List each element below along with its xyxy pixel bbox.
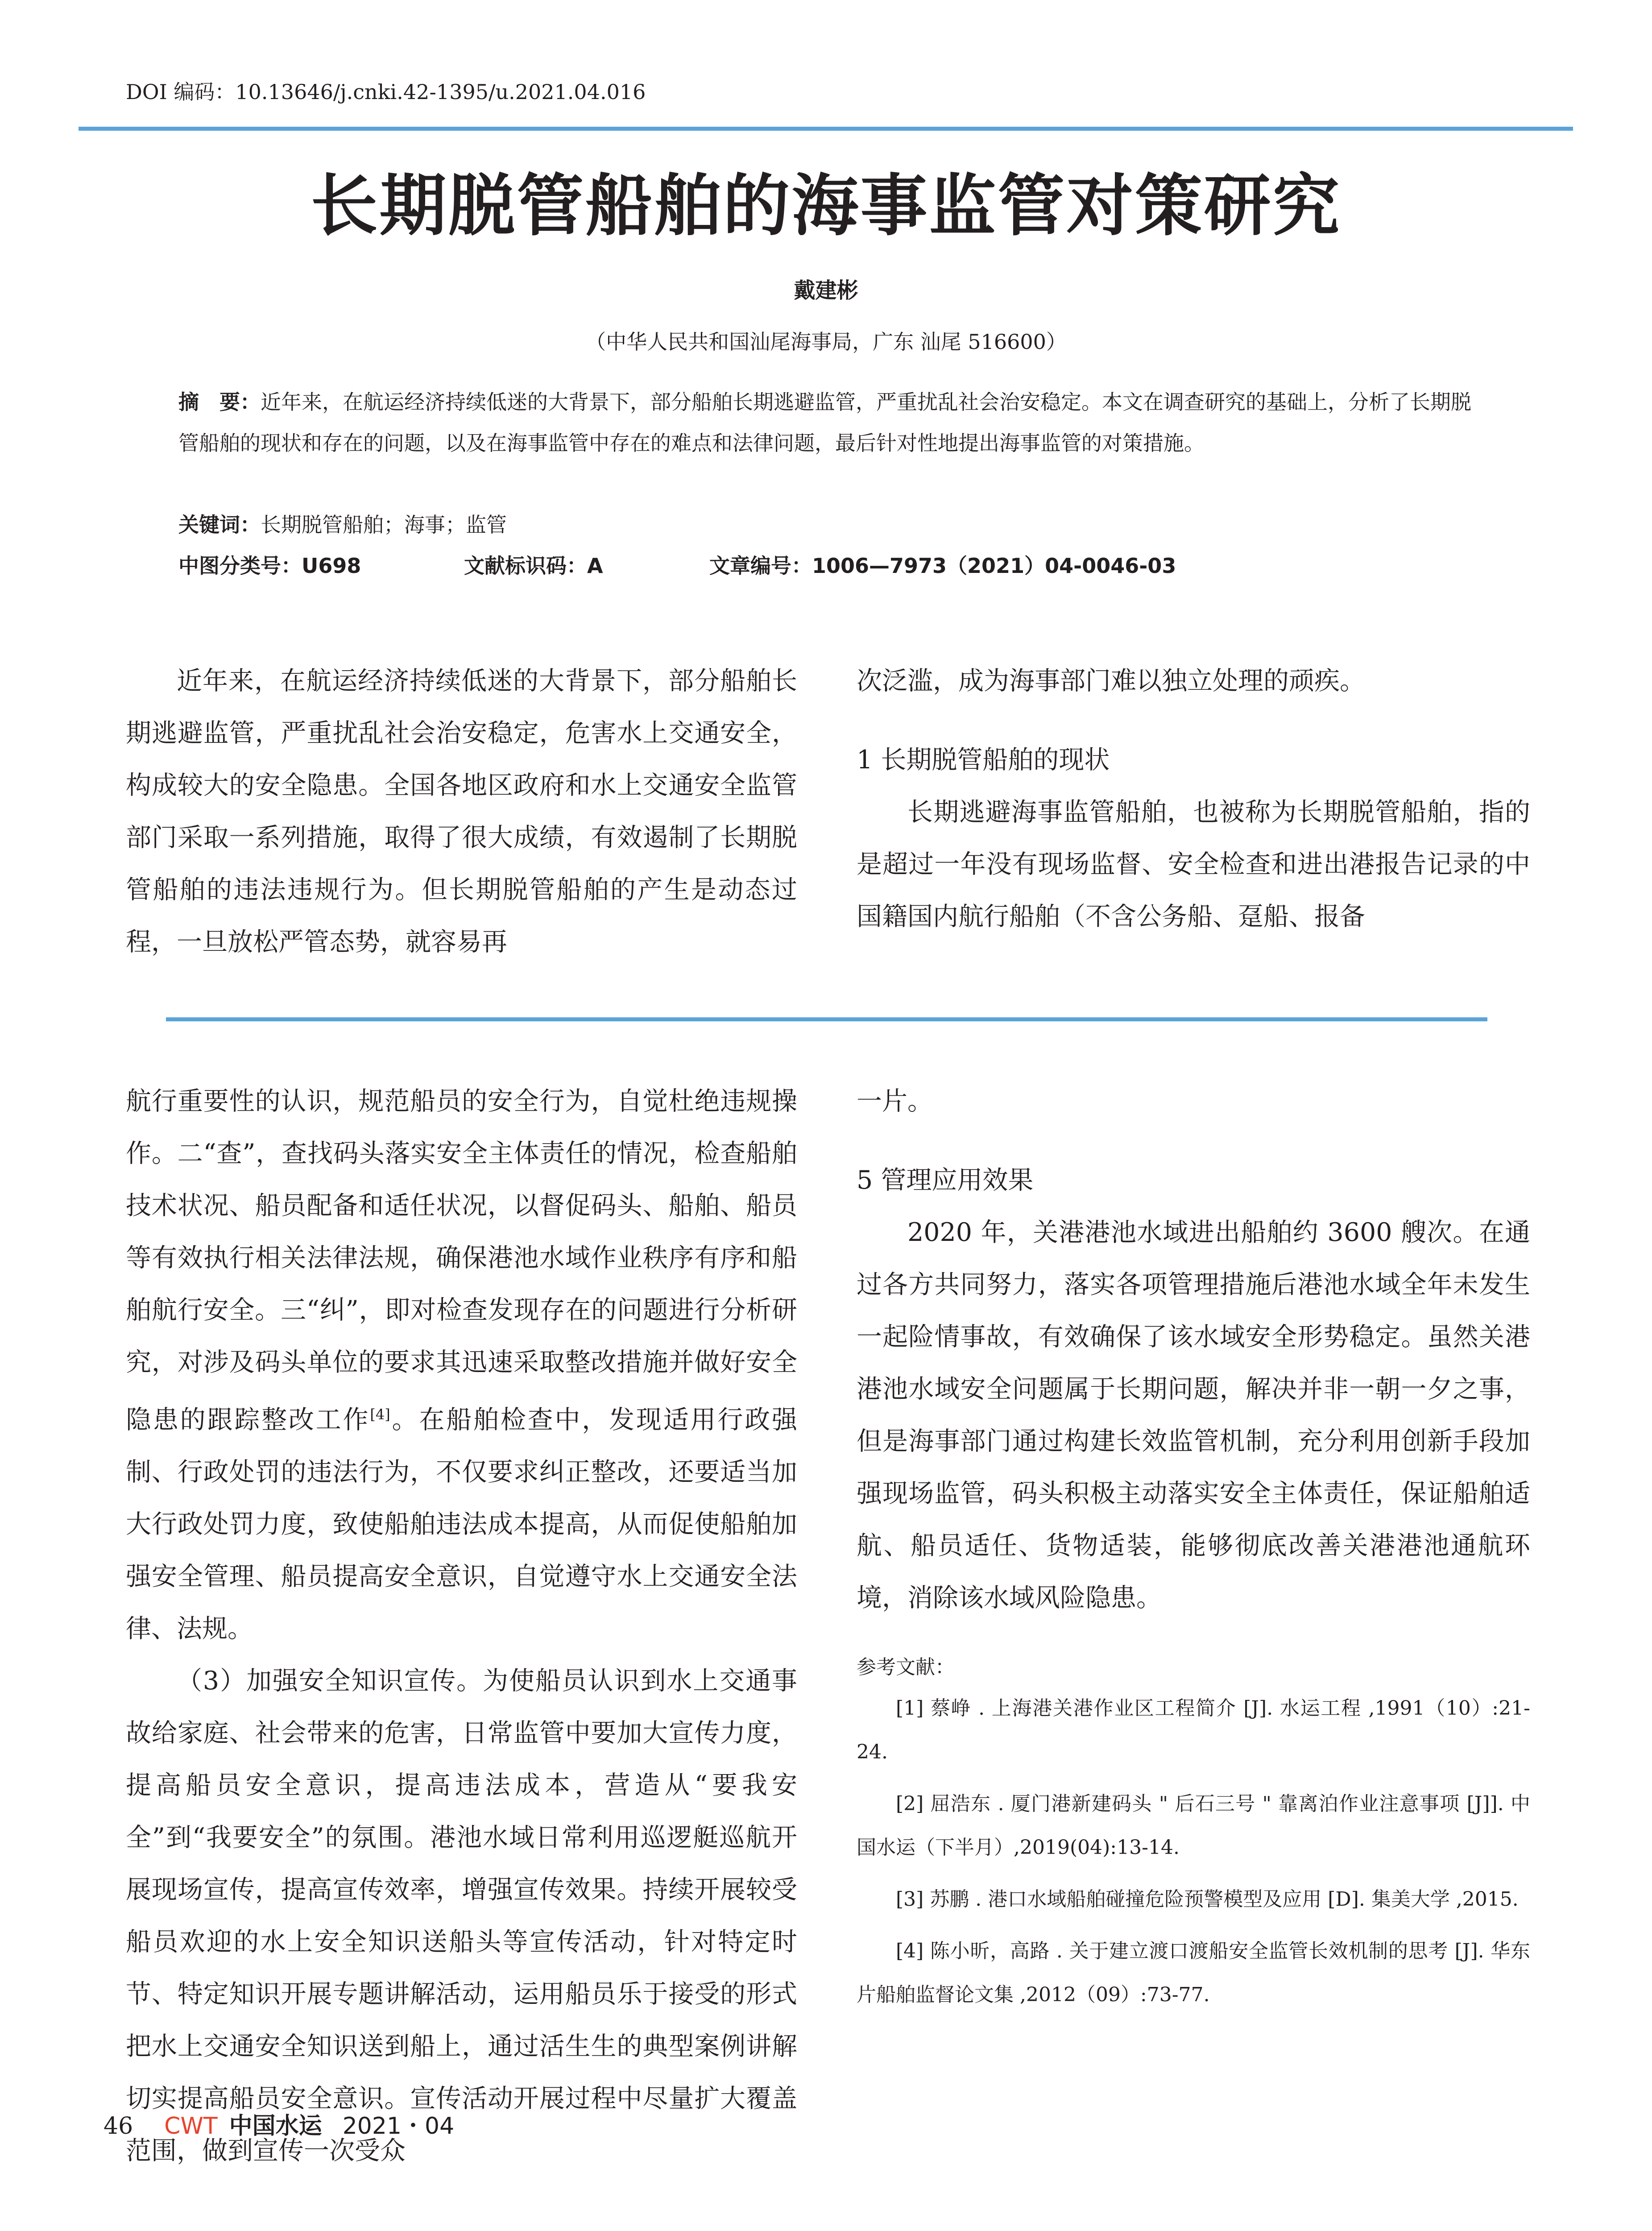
keywords-block (178, 504, 507, 545)
keywords-label: 关键词： (178, 513, 261, 537)
body-paragraph: 长期逃避海事监管船舶，也被称为长期脱管船舶，指的是超过一年没有现场监督、安全检查和进出港报告记录的中国籍国内航行船舶（不含公务船、趸船、报备 (857, 797, 1530, 931)
body-paragraph (126, 1075, 797, 1655)
abstract-block (178, 382, 1481, 464)
author-affiliation: （中华人民共和国汕尾海事局，广东 汕尾 516600） (585, 330, 1067, 354)
body-paragraph: 近年来，在航运经济持续低迷的大背景下，部分船舶长期逃避监管，严重扰乱社会治安稳定，危害水上交通安全，构成较大的安全隐患。全国各地区政府和水上交通安全监管部门采取一系列措施，取得了很大成绩，有效遏制了长期脱管船舶的违法违规行为。但长期脱管船舶的产生是动态过程，一旦放松严管态势，就容易再 (126, 666, 797, 957)
abstract-text: 近年来，在航运经济持续低迷的大背景下，部分船舶长期逃避监管，严重扰乱社会治安稳定。本文在调查研究的基础上，分析了长期脱管船舶的现状和存在的问题，以及在海事监管中存在的难点和法律问题，最后针对性地提出海事监管的对策措施。 (178, 390, 1471, 455)
body-paragraph: 一片。 (857, 1086, 933, 1116)
top-left-column (126, 655, 797, 968)
reference-item: [3] 苏鹏 . 港口水域船舶碰撞危险预警模型及应用 [D]. 集美大学 ,2015. (896, 1888, 1519, 1911)
page-footer (104, 2107, 454, 2140)
middle-divider (166, 1017, 1487, 1021)
section-heading: 1 长期脱管船舶的现状 (857, 745, 1110, 775)
article-number: 文章编号：1006—7973（2021）04-0046-03 (709, 554, 1176, 578)
paragraph-text: 。在船舶检查中，发现适用行政强制、行政处罚的违法行为，不仅要求纠正整改，还要适当加大行政处罚力度，致使船舶违法成本提高，从而促使船舶加强安全管理、船员提高安全意识，自觉遵守水上交通安全法律、法规。 (126, 1405, 798, 1643)
section-heading: 5 管理应用效果 (857, 1165, 1034, 1195)
citation-marker: [4] (370, 1406, 390, 1423)
clc-number: 中图分类号：U698 (178, 554, 361, 578)
issue-label: 2021・04 (342, 2113, 455, 2140)
reference-item: [4] 陈小昕，高路 . 关于建立渡口渡船安全监管长效机制的思考 [J]. 华东片船舶监督论文集 ,2012（09）:73-77. (857, 1940, 1530, 2006)
references-list (857, 1687, 1530, 2025)
paragraph-text: 航行重要性的认识，规范船员的安全行为，自觉杜绝违规操作。二“查”，查找码头落实安全主体责任的情况，检查船舶技术状况、船员配备和适任状况，以督促码头、船舶、船员等有效执行相关法律法规，确保港池水域作业秩序有序和船舶航行安全。三“纠”，即对检查发现存在的问题进行分析研究，对涉及码头单位的要求其迅速采取整改措施并做好安全隐患的跟踪整改工作 (126, 1086, 797, 1435)
abstract-label: 摘 要： (178, 390, 261, 414)
keywords-text: 长期脱管船舶；海事；监管 (261, 513, 507, 537)
reference-item: [2] 屈浩东 . 厦门港新建码头 " 后石三号 " 靠离泊作业注意事项 [J]]. 中国水运（下半月）,2019(04):13-14. (857, 1792, 1530, 1859)
bottom-right-column (857, 1075, 1530, 1624)
reference-item: [1] 蔡峥 . 上海港关港作业区工程简介 [J]. 水运工程 ,1991（10）:21-24. (857, 1697, 1530, 1763)
brand-logo: CWT (164, 2113, 218, 2140)
document-code: 文献标识码：A (464, 554, 603, 578)
references-title: 参考文献： (857, 1656, 955, 1679)
bottom-left-column (126, 1075, 797, 2177)
doi-line: DOI 编码：10.13646/j.cnki.42-1395/u.2021.04.016 (126, 80, 646, 104)
author-name: 戴建彬 (794, 278, 858, 303)
article-title: 长期脱管船舶的海事监管对策研究 (311, 166, 1341, 245)
page-number: 46 (104, 2113, 133, 2140)
magazine-name: 中国水运 (229, 2112, 322, 2140)
top-right-column (857, 655, 1530, 943)
body-paragraph: 2020 年，关港港池水域进出船舶约 3600 艘次。在通过各方共同努力，落实各项管理措施后港池水域全年未发生一起险情事故，有效确保了该水域安全形势稳定。虽然关港港池水域安全问题属于长期问题，解决并非一朝一夕之事，但是海事部门通过构建长效监管机制，充分利用创新手段加强现场监管，码头积极主动落实安全主体责任，保证船舶适航、船员适任、货物适装，能够彻底改善关港港池通航环境，消除该水域风险隐患。 (857, 1218, 1530, 1613)
body-paragraph: 次泛滥，成为海事部门难以独立处理的顽疾。 (857, 666, 1365, 696)
top-divider (79, 127, 1573, 131)
body-paragraph: （3）加强安全知识宣传。为使船员认识到水上交通事故给家庭、社会带来的危害，日常监管中要加大宣传力度，提高船员安全意识，提高违法成本，营造从“要我安全”到“我要安全”的氛围。港池水域日常利用巡逻艇巡航开展现场宣传，提高宣传效率，增强宣传效果。持续开展较受船员欢迎的水上安全知识送船头等宣传活动，针对特定时节、特定知识开展专题讲解活动，运用船员乐于接受的形式把水上交通安全知识送到船上，通过活生生的典型案例讲解切实提高船员安全意识。宣传活动开展过程中尽量扩大覆盖范围，做到宣传一次受众 (126, 1666, 797, 2165)
